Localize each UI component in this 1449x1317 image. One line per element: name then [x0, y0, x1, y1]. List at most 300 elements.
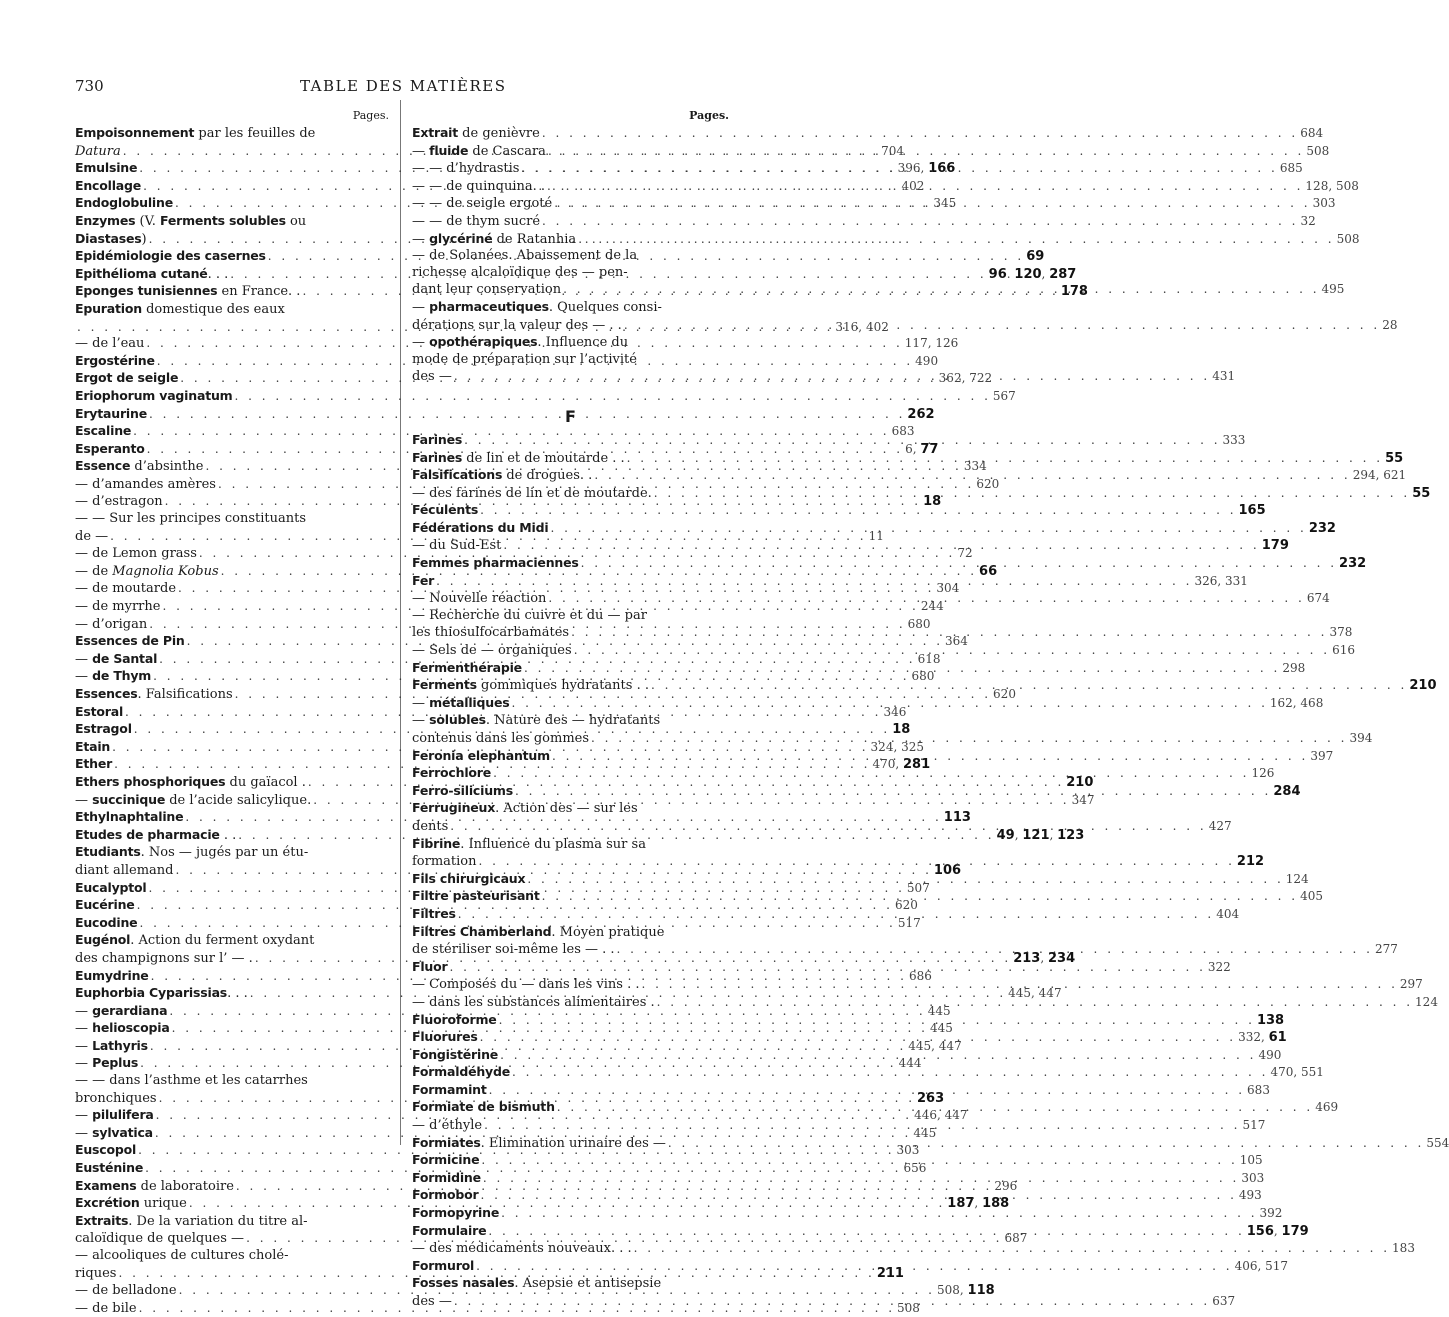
entry-term: Filtres — [412, 905, 456, 921]
entry-pages: 284 — [1273, 783, 1301, 799]
entry-pages: 508 — [1306, 143, 1330, 158]
leader-dots — [546, 143, 1306, 160]
entry-pages: 397 — [1310, 748, 1334, 763]
entry-term: Fluor — [412, 958, 448, 974]
entry-pages: 685 — [1279, 161, 1303, 176]
entry-continuation: contenus dans les gommes — [412, 731, 590, 746]
entry-pages: 431 — [1212, 369, 1236, 384]
entry-pages: 620 — [894, 898, 918, 913]
entry-pages: 378 — [1329, 625, 1353, 640]
entry-pages: 345 — [933, 196, 957, 211]
entry-pages: 296 — [994, 1178, 1018, 1193]
entry-term: — succinique de l’acide salicylique. — [75, 791, 312, 808]
entry-term: Formopyrine — [412, 1205, 500, 1221]
entry-term: — de myrrhe — [75, 599, 161, 615]
entry-pages: 210 — [1066, 774, 1094, 790]
leader-dots — [655, 994, 1415, 1011]
index-entry — [412, 1240, 1415, 1258]
entry-pages: 444 — [898, 1056, 922, 1071]
entry-term: — solubles. Nature des — hydratants — [412, 712, 661, 729]
entry-pages: 687 — [1004, 1231, 1028, 1246]
leader-dots — [482, 1117, 1242, 1134]
entry-pages: 674 — [1306, 591, 1330, 606]
entry-term: Femmes pharmaciennes — [412, 555, 579, 571]
leader-dots — [625, 450, 1385, 467]
entry-pages: 347 — [1071, 792, 1095, 807]
entry-pages: 277 — [1374, 942, 1398, 957]
entry-pages: 179 — [1261, 538, 1289, 554]
entry-term: — du Sud-Est — [412, 538, 502, 554]
leader-dots — [487, 1082, 1247, 1099]
entry-term: Endoglobuline — [75, 195, 173, 211]
entry-term: Estoral — [75, 703, 124, 719]
entry-pages: 298 — [1282, 660, 1306, 675]
entry-term: Ferro-siliciums — [412, 782, 513, 798]
entry-term: Feronia elephantum — [412, 747, 550, 763]
entry-pages: 508 — [1336, 231, 1360, 246]
entry-pages: 445 — [930, 1021, 953, 1036]
entry-continuation: dents — [412, 818, 449, 834]
entry-term: Formamint — [412, 1081, 487, 1097]
entry-pages: 11 — [868, 528, 884, 543]
entry-pages: 263 — [917, 1090, 945, 1106]
entry-term: Formulaire — [412, 1222, 487, 1238]
entry-pages: 18 — [892, 722, 911, 738]
entry-term: Fédérations du Midi — [412, 519, 549, 535]
entry-term: Fluorures — [412, 1029, 478, 1045]
entry-term: Fibrine. Influence du plasma sur sa — [412, 835, 646, 852]
index-entry — [75, 387, 1016, 406]
leader-dots — [456, 906, 1216, 923]
leader-dots — [478, 1029, 1238, 1046]
leader-dots — [555, 1099, 1315, 1116]
entry-pages: 396, 166 — [897, 161, 956, 177]
entry-pages: 332, 61 — [1238, 1030, 1287, 1046]
leader-dots — [615, 941, 1375, 958]
entry-term: — des médicaments nouveaux. . . — [412, 1241, 632, 1257]
entry-pages: 637 — [1212, 1294, 1236, 1308]
entry-pages: 620 — [993, 687, 1016, 701]
entry-continuation: des — — [412, 1294, 452, 1309]
entry-pages: 427 — [1208, 818, 1232, 833]
index-entry — [412, 1205, 1283, 1223]
entry-pages: 124 — [1285, 871, 1309, 886]
index-entry — [412, 125, 1324, 143]
entry-pages: 303 — [1312, 196, 1336, 211]
entry-term: — d’origan — [75, 616, 148, 632]
leader-dots — [666, 1135, 1426, 1152]
entry-pages: 49, 121, 123 — [996, 827, 1085, 843]
entry-term: Encollage — [75, 177, 142, 193]
entry-pages: 620 — [976, 476, 1000, 491]
leader-dots — [632, 1240, 1392, 1257]
entry-term: Estragol — [75, 721, 132, 737]
entry-term: — de moutarde — [75, 581, 177, 597]
entry-pages: 128, 508 — [1305, 178, 1359, 193]
entry-pages: 316, 402 — [835, 319, 889, 334]
entry-term: Epithélioma cutané. . . — [75, 265, 229, 282]
leader-dots — [540, 213, 1300, 230]
leader-dots — [486, 1223, 1246, 1240]
index-entry — [412, 230, 1360, 249]
entry-pages: 244 — [920, 599, 944, 614]
entry-term: — helioscopia — [75, 1020, 170, 1037]
entry-pages: 394 — [1349, 731, 1373, 745]
entry-pages: 490 — [915, 353, 939, 368]
entry-term: Enzymes (V. Ferments solubles ou — [75, 212, 307, 229]
entry-term: Formiates. Elimination urinaire des — — [412, 1134, 666, 1151]
leader-dots — [622, 317, 1382, 334]
leader-dots — [545, 178, 1305, 195]
entry-continuation: caloïdique de quelques — — [75, 1231, 245, 1247]
leader-dots — [572, 642, 1332, 659]
entry-pages: 402 — [901, 178, 925, 193]
entry-pages: 138 — [1256, 1012, 1285, 1028]
leader-dots — [548, 520, 1308, 537]
index-entry — [75, 405, 935, 424]
entry-pages: 6, 77 — [905, 441, 939, 457]
entry-pages: 405 — [1300, 889, 1323, 904]
entry-term: Etudes de pharmacie . . — [75, 826, 237, 843]
leader-dots — [576, 231, 1336, 248]
entry-pages: 304 — [936, 581, 960, 596]
entry-pages: 106 — [933, 862, 962, 878]
entry-continuation: de — — [75, 528, 109, 544]
entry-pages: 684 — [1300, 126, 1324, 140]
entry-term: Excrétion urique — [75, 1195, 187, 1212]
entry-term: — métalliques — [412, 694, 510, 711]
entry-term: Formidine — [412, 1169, 481, 1185]
entry-pages: 69 — [1026, 249, 1045, 265]
entry-pages: 72 — [957, 546, 973, 561]
entry-pages: 346 — [883, 704, 907, 719]
entry-term: Etudiants. Nos — jugés par un étu- — [75, 844, 309, 861]
leader-dots — [447, 959, 1207, 976]
page-number: 730 — [75, 77, 104, 95]
entry-term: Filtres Chamberland. Moyen pratique — [412, 923, 665, 940]
entry-term: Essences de Pin — [75, 633, 185, 649]
leader-dots — [561, 281, 1321, 298]
entry-term: Ferrochlore — [412, 765, 492, 781]
leader-dots — [452, 368, 1212, 385]
entry-term: Etain — [75, 738, 111, 754]
entry-pages: 493 — [1238, 1188, 1262, 1203]
entry-term: Ether — [75, 756, 113, 772]
entry-term: Formobor — [412, 1187, 479, 1203]
entry-pages: 211 — [876, 1265, 904, 1281]
entry-term: — Peplus — [75, 1055, 139, 1072]
entry-pages: 210 — [1409, 678, 1437, 694]
entry-pages: 656 — [903, 1161, 927, 1176]
entry-pages: 680 — [911, 669, 935, 684]
entry-term: Ergostérine — [75, 352, 155, 368]
entry-term: Eumydrine — [75, 967, 149, 983]
leader-dots — [579, 555, 1339, 572]
entry-term: Escaline — [75, 423, 132, 439]
entry-term: Essences. Falsifications — [75, 686, 233, 702]
entry-pages: 303 — [1241, 1170, 1265, 1185]
entry-term: Erytaurine — [75, 405, 147, 421]
entry-continuation: des — — [412, 369, 452, 385]
entry-term: — — d’hydrastis — [412, 161, 520, 177]
entry-pages: 18 — [923, 494, 942, 510]
entry-pages: 495 — [1321, 282, 1345, 297]
entry-pages: 404 — [1216, 906, 1240, 921]
leader-dots — [540, 888, 1300, 905]
entry-term: — — dans l’asthme et les catarrhes — [75, 1073, 308, 1089]
entry-term: Euscopol — [75, 1142, 137, 1158]
entry-term: — d’estragon — [75, 494, 163, 510]
leader-dots — [479, 1152, 1239, 1169]
entry-term: Fermenthérapie — [412, 659, 522, 675]
index-entry — [412, 213, 1316, 231]
pages-label: Pages. — [352, 109, 389, 122]
entry-term: — d’amandes amères — [75, 476, 216, 492]
entry-continuation: de stériliser soi-même les — . . — [412, 942, 615, 958]
entry-term: Filtre pasteurisant — [412, 888, 540, 904]
entry-term: — de belladone — [75, 1283, 177, 1299]
entry-pages: 508, 118 — [936, 1283, 995, 1299]
entry-pages: 262 — [907, 406, 935, 422]
entry-pages: 704 — [881, 143, 905, 158]
entry-term: — — de quinquina. . — [412, 178, 546, 194]
entry-pages: 156, 179 — [1246, 1223, 1309, 1239]
entry-term: Farines de lin et de moutarde . . — [412, 449, 625, 466]
leader-dots — [640, 976, 1400, 993]
entry-term: Eponges tunisiennes en France. . — [75, 283, 301, 300]
entry-term: — Sels de — organiques — [412, 643, 572, 659]
entry-pages: 490 — [1258, 1047, 1282, 1062]
leader-dots — [474, 1258, 1234, 1275]
entry-term: — pilulifera — [75, 1107, 154, 1124]
entry-term: Farines — [412, 431, 463, 447]
entry-pages: 445 — [913, 1125, 937, 1140]
entry-term: — gerardiana — [75, 1002, 168, 1019]
entry-continuation: diant allemand — [75, 862, 174, 878]
entry-pages: 686 — [909, 968, 932, 983]
entry-pages: 618 — [917, 651, 941, 666]
entry-term: Epidémiologie des casernes — [75, 248, 266, 264]
entry-term: — d’éthyle — [412, 1118, 483, 1134]
leader-dots — [510, 1064, 1270, 1081]
entry-pages: 445 — [927, 1003, 951, 1018]
section-letter: F — [565, 406, 576, 426]
leader-dots — [540, 125, 1300, 142]
entry-pages: 66 — [979, 563, 998, 579]
entry-pages: 469 — [1315, 1100, 1339, 1115]
entry-term: Eusténine — [75, 1160, 144, 1176]
entry-term: Falsifications de drogues. . — [412, 467, 593, 484]
index-entry — [412, 1064, 1324, 1082]
entry-pages: 187, 188 — [947, 1196, 1010, 1212]
entry-pages: 165 — [1238, 503, 1266, 519]
leader-dots — [550, 748, 1310, 765]
entry-term: Formiate de bismuth — [412, 1099, 555, 1115]
entry-term: Formicine — [412, 1152, 480, 1168]
leader-dots — [522, 660, 1282, 677]
entry-term: — de Lemon grass — [75, 546, 197, 562]
entry-term: — des farines de lin et de moutarde. — [412, 485, 652, 501]
entry-term: Euphorbia Cyparissias. . . — [75, 985, 248, 1002]
entry-pages: 178 — [1060, 284, 1088, 300]
entry-pages: 96. 120, 287 — [988, 266, 1077, 282]
entry-pages: 616 — [1332, 643, 1355, 658]
entry-pages: 508 — [897, 1300, 920, 1315]
entry-pages: 507 — [906, 880, 930, 895]
entry-pages: 334 — [963, 459, 987, 474]
leader-dots — [434, 573, 1194, 590]
entry-pages: 294, 621 — [1352, 468, 1407, 483]
entry-term: — Composés du — dans les vins . . — [412, 977, 640, 993]
entry-pages: 333 — [1222, 432, 1246, 447]
entry-continuation: dant leur conservation — [412, 282, 562, 298]
entry-pages: 124 — [1415, 994, 1438, 1009]
index-entry — [75, 370, 993, 388]
entry-pages: 322 — [1207, 959, 1231, 974]
entry-pages: 183 — [1392, 1241, 1415, 1256]
entry-continuation: bronchiques — [75, 1090, 157, 1106]
entry-term: — opothérapiques. Influence du — [412, 334, 629, 351]
entry-term: Emulsine — [75, 160, 138, 176]
entry-term: — fluide de Cascara — [412, 142, 546, 159]
entry-pages: 445, 447 — [1008, 986, 1062, 1001]
entry-pages: 392 — [1259, 1206, 1283, 1221]
leader-dots — [501, 537, 1261, 554]
entry-term: Eucérine — [75, 897, 135, 913]
entry-term: — glycériné de Ratanhia — [412, 230, 577, 247]
entry-continuation: mode de préparation sur l’activité — [412, 351, 637, 367]
entry-pages: 446, 447 — [914, 1108, 968, 1123]
entry-term: — de Santal — [75, 650, 158, 667]
entry-term: — sylvatica — [75, 1124, 153, 1141]
entry-pages: 326, 331 — [1194, 573, 1248, 588]
leader-dots — [569, 624, 1329, 641]
entry-term: Extraits. De la variation du titre al- — [75, 1212, 308, 1229]
entry-pages: 303 — [896, 1143, 920, 1158]
entry-term: — de Thym — [75, 668, 152, 685]
entry-pages: 683 — [891, 424, 915, 439]
leader-dots — [649, 677, 1409, 694]
entry-pages: 517 — [1242, 1118, 1266, 1133]
entry-term: Ethers phosphoriques du gaïacol . — [75, 773, 306, 790]
entry-term: Examens de laboratoire — [75, 1177, 234, 1194]
leader-dots — [552, 195, 1312, 212]
entry-term: — — de seigle ergoté — [412, 196, 553, 212]
entry-pages: 445, 447 — [908, 1038, 962, 1053]
leader-dots — [497, 1012, 1257, 1029]
entry-pages: 232 — [1308, 520, 1336, 536]
entry-pages: 297 — [1399, 977, 1423, 992]
leader-dots — [513, 783, 1273, 800]
entry-pages: 470, 551 — [1270, 1065, 1324, 1080]
leader-dots — [509, 695, 1269, 712]
entry-term: — Recherche du cuivre et du — par — [412, 607, 647, 623]
entry-pages: 470, 281 — [872, 757, 931, 773]
entry-pages: 406, 517 — [1234, 1258, 1288, 1273]
entry-pages: 55 — [1412, 485, 1431, 501]
entry-term: Epuration domestique des eaux — [75, 300, 285, 317]
entry-continuation: Datura — [75, 143, 121, 159]
entry-term: Formurol — [412, 1257, 475, 1273]
leader-dots — [498, 1047, 1258, 1064]
entry-term: — de l’eau — [75, 336, 145, 352]
entry-term: Eriophorum vaginatum — [75, 387, 233, 403]
entry-pages: 55 — [1385, 450, 1404, 466]
index-entry — [75, 213, 389, 248]
entry-term: — Nouvelle réaction — [412, 591, 547, 607]
entry-term: Fongistérine — [412, 1046, 499, 1062]
entry-continuation: richesse alcaloïdique des — pen- — [412, 264, 628, 280]
entry-term: — pharmaceutiques. Quelques consi- — [412, 298, 662, 315]
entry-pages: 680 — [907, 616, 931, 631]
entry-pages: 213, 234 — [1013, 950, 1076, 966]
entry-continuation: les thiosulfocarbamates — [412, 625, 570, 641]
entry-pages: 232 — [1339, 556, 1367, 572]
entry-continuation: dérations sur la valeur des — . . — [412, 317, 622, 333]
leader-dots — [462, 432, 1222, 449]
entry-pages: 105 — [1239, 1153, 1263, 1168]
entry-pages: 113 — [943, 810, 971, 826]
entry-term: Ferrugineux. Action des — sur les — [412, 800, 638, 817]
entry-term: — — de thym sucré — [412, 213, 541, 229]
running-title: TABLE DES MATIÈRES — [300, 77, 507, 95]
leader-dots — [499, 1205, 1259, 1222]
leader-dots — [478, 502, 1238, 519]
pages-label: Pages. — [689, 109, 729, 122]
entry-continuation: formation — [412, 854, 477, 870]
entry-pages: 324, 325 — [870, 739, 924, 754]
leader-dots — [452, 1293, 1212, 1310]
leader-dots — [448, 818, 1208, 835]
leader-dots — [479, 1187, 1239, 1204]
entry-term: Féculents — [412, 502, 479, 518]
entry-term: — de Magnolia Kobus — [75, 563, 219, 579]
entry-term: Ethylnaphtaline — [75, 809, 184, 825]
entry-term: — de bile — [75, 1300, 137, 1316]
entry-term: Esperanto — [75, 440, 145, 456]
entry-term: Ergot de seigle — [75, 370, 179, 386]
entry-term: Empoisonnement par les feuilles de — [75, 125, 316, 141]
entry-term: Fosses nasales. Asepsie et antisepsie — [412, 1275, 662, 1292]
entry-term: Fluoroforme — [412, 1011, 497, 1027]
leader-dots — [546, 590, 1306, 607]
entry-pages: 683 — [1247, 1082, 1270, 1097]
entry-term: Formaldéhyde — [412, 1064, 511, 1080]
entry-pages: 162, 468 — [1269, 695, 1324, 710]
entry-pages: 32 — [1300, 213, 1316, 228]
entry-term: Fer — [412, 572, 435, 588]
entry-pages: 212 — [1236, 854, 1265, 870]
entry-continuation: Diastases) — [75, 230, 147, 247]
entry-term: — Lathyris — [75, 1037, 148, 1054]
entry-term: — de Solanées. Abaissement de la — [412, 248, 638, 264]
entry-pages: 364 — [945, 634, 968, 649]
entry-pages: 126 — [1251, 766, 1275, 781]
entry-term: Fils chirurgicaux — [412, 870, 526, 886]
entry-pages: 28 — [1382, 317, 1398, 332]
entry-pages: 362, 722 — [938, 371, 993, 386]
entry-term: — — Sur les principes constituants — [75, 511, 307, 527]
entry-continuation: des champignons sur l’ — . — [75, 950, 253, 966]
entry-term: Eugénol. Action du ferment oxydant — [75, 932, 315, 949]
entry-term: Eucalyptol — [75, 879, 147, 895]
entry-term: Eucodine — [75, 914, 138, 930]
leader-dots — [481, 1170, 1241, 1187]
leader-dots — [592, 467, 1352, 484]
leader-dots — [477, 853, 1237, 870]
leader-dots — [652, 485, 1412, 502]
entry-term: Ferments gommiques hydratants . . — [412, 677, 649, 694]
